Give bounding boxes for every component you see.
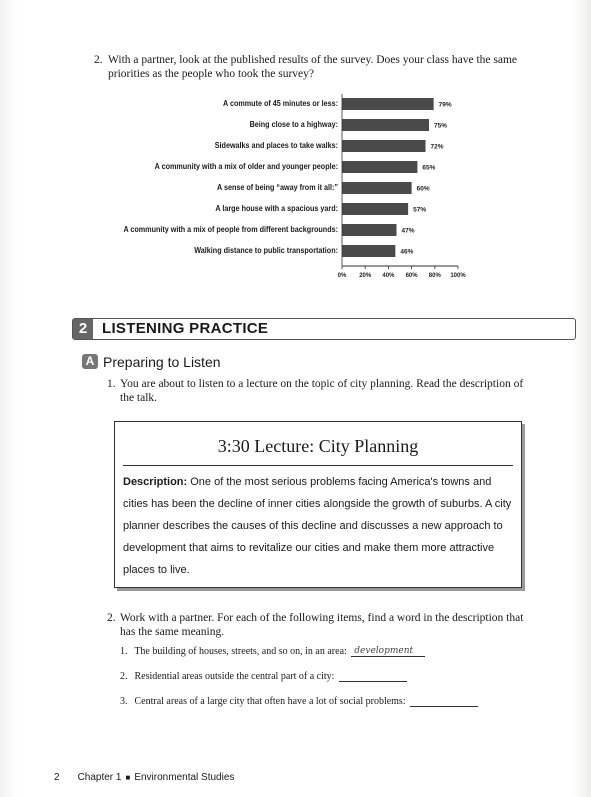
item-text: The building of houses, streets, and so on, in an area: xyxy=(134,646,347,657)
chart-category-label: A community with a mix of people from different backgrounds: xyxy=(123,225,338,234)
lecture-title: 3:30 Lecture: City Planning xyxy=(217,436,419,456)
chart-value-label: 46% xyxy=(400,248,414,256)
chart-bar xyxy=(342,140,426,152)
section-header xyxy=(72,318,576,340)
question-text: You are about to listen to a lecture on the topic of city planning. Read the description of the talk. xyxy=(120,378,524,404)
chart-tick-label: 40% xyxy=(382,273,395,279)
chart-category-label: A community with a mix of older and younger people: xyxy=(154,162,338,171)
chapter-title: Environmental Studies xyxy=(134,772,235,783)
vocabulary-item xyxy=(120,670,407,682)
description-label: Description: xyxy=(123,476,188,488)
chart-tick-label: 20% xyxy=(359,273,372,279)
survey-question xyxy=(94,53,528,81)
answer-blank[interactable] xyxy=(351,645,425,657)
vocabulary-question xyxy=(107,611,530,639)
chart-category-label: Being close to a highway: xyxy=(249,120,338,129)
description-text: One of the most serious problems facing America's towns and cities has been the decline of inner cities alongside the growth of suburbs. A city planner describes the causes of this decline and discusses a new approach to development that aims to revitalize our cities and make them more attractive places to live. xyxy=(123,476,512,576)
question-number: 2. xyxy=(94,54,103,66)
item-text: Residential areas outside the central part of a city: xyxy=(134,671,335,682)
item-number: 2. xyxy=(120,671,128,682)
vocabulary-item xyxy=(120,645,425,657)
chart-category-label: A commute of 45 minutes or less: xyxy=(223,99,338,108)
chart-value-label: 72% xyxy=(430,143,444,151)
item-number: 3. xyxy=(120,696,128,707)
chart-value-label: 60% xyxy=(416,185,430,193)
chart-tick-label: 100% xyxy=(450,273,466,279)
lecture-description-box xyxy=(114,421,522,588)
chapter-label: Chapter 1 xyxy=(77,772,122,783)
lecture-description xyxy=(123,471,515,581)
chart-category-label: A large house with a spacious yard: xyxy=(215,204,338,213)
page-footer xyxy=(54,772,234,783)
subsection-letter: A xyxy=(82,354,98,369)
chart-tick-label: 80% xyxy=(428,273,441,279)
chart-bar xyxy=(342,224,397,236)
chart-bar xyxy=(342,119,429,131)
chart-value-label: 75% xyxy=(434,122,448,130)
question-number: 2. xyxy=(107,612,116,624)
question-number: 1. xyxy=(107,378,116,390)
chart-bar xyxy=(342,203,408,215)
chart-category-label: A sense of being “away from it all:” xyxy=(217,183,338,192)
section-number: 2 xyxy=(73,319,93,339)
chart-category-label: Sidewalks and places to take walks: xyxy=(214,141,338,150)
chart-bar xyxy=(342,98,434,110)
item-number: 1. xyxy=(120,646,128,657)
chart-value-label: 79% xyxy=(438,101,452,109)
item-text: Central areas of a large city that often have a lot of social problems: xyxy=(134,696,406,707)
chart-value-label: 65% xyxy=(422,164,436,172)
survey-bar-chart xyxy=(337,92,470,288)
chart-bar xyxy=(342,161,417,173)
chart-category-label: Walking distance to public transportation: xyxy=(194,246,338,255)
reading-question xyxy=(107,377,530,405)
chart-tick-label: 60% xyxy=(405,273,418,279)
answer-blank[interactable] xyxy=(410,695,478,707)
chart-value-label: 57% xyxy=(413,206,427,214)
vocabulary-item xyxy=(120,695,478,707)
chart-tick-label: 0% xyxy=(337,273,347,279)
section-title: LISTENING PRACTICE xyxy=(102,320,269,337)
subsection-title: Preparing to Listen xyxy=(103,353,221,370)
chart-bar xyxy=(342,182,412,194)
chart-bar xyxy=(342,245,395,257)
handwritten-answer: development xyxy=(354,646,414,656)
answer-blank[interactable] xyxy=(339,670,407,682)
bullet-icon: ■ xyxy=(125,772,131,782)
question-text: With a partner, look at the published results of the survey. Does your class have the same priorities as the people who took the survey? xyxy=(108,54,518,80)
subsection-header xyxy=(82,353,221,371)
question-text: Work with a partner. For each of the following items, find a word in the description that has the same meaning. xyxy=(120,612,524,638)
divider xyxy=(123,465,513,466)
chart-value-label: 47% xyxy=(401,227,415,235)
page-number: 2 xyxy=(54,772,60,783)
